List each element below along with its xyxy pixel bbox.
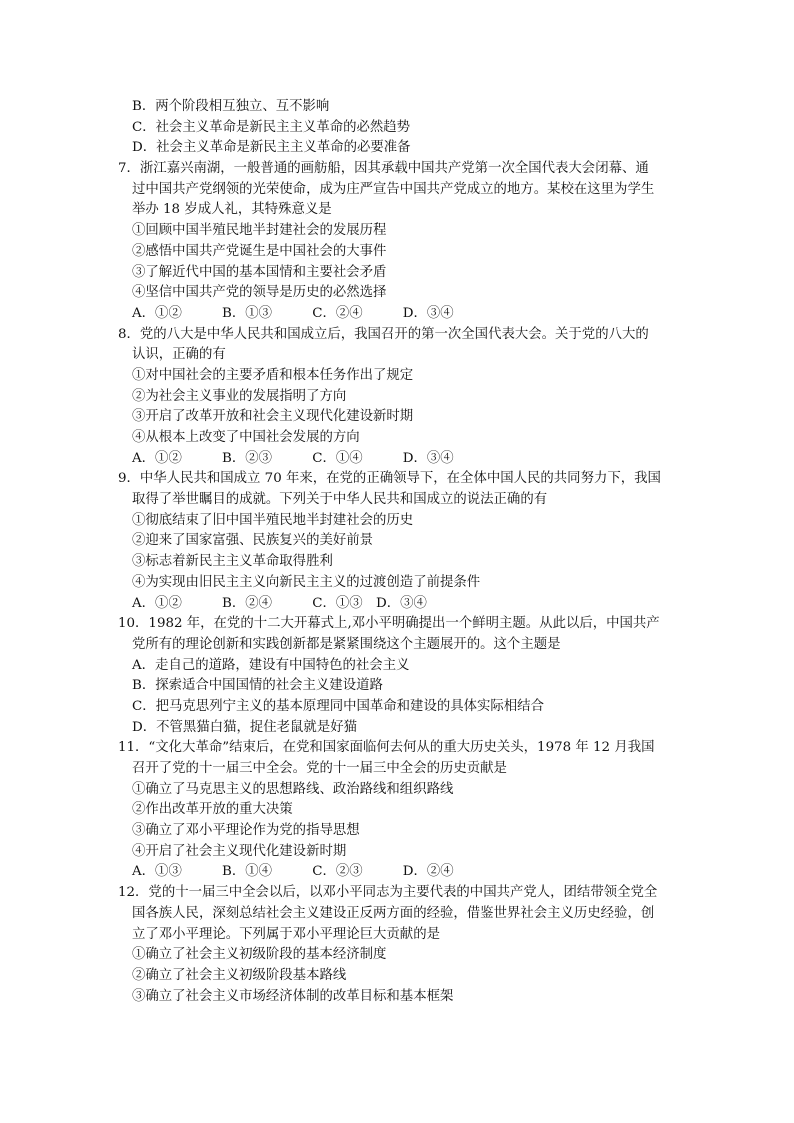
- option-line: C．把马克思列宁主义的基本原理同中国革命和建设的具体实际相结合: [132, 698, 544, 714]
- question-continuation-line: 过中国共产党纲领的光荣使命，成为庄严宣告中国共产党成立的地方。某校在这里为学生: [132, 181, 655, 197]
- question-continuation-line: 召开了党的十一届三中全会。党的十一届三中全会的历史贡献是: [132, 761, 507, 776]
- option-line: ①确立了马克思主义的思想路线、政治路线和组织路线: [132, 781, 454, 797]
- answer-choices-line: A．①② B．②④ C．①③ D．③④: [132, 595, 427, 611]
- question-stem-line: 10．1982 年，在党的十二大开幕式上,邓小平明确提出一个鲜明主题。从此以后，中国共产: [118, 616, 660, 632]
- option-line: A．走自己的道路，建设有中国特色的社会主义: [132, 657, 410, 673]
- option-line: ②确立了社会主义初级阶段基本路线: [132, 967, 347, 983]
- option-line: ④为实现由旧民主主义向新民主主义的过渡创造了前提条件: [132, 574, 481, 590]
- option-line: ①对中国社会的主要矛盾和根本任务作出了规定: [132, 367, 414, 383]
- question-continuation-line: 认识，正确的有: [132, 347, 226, 363]
- option-line: ②作出改革开放的重大决策: [132, 802, 293, 818]
- option-line: ②迎来了国家富强、民族复兴的美好前景: [132, 533, 374, 549]
- question-continuation-line: 党所有的理论创新和实践创新都是紧紧围绕这个主题展开的。这个主题是: [132, 636, 561, 652]
- option-line: ③确立了邓小平理论作为党的指导思想: [132, 823, 360, 839]
- option-line: B．两个阶段相互独立、互不影响: [132, 99, 330, 114]
- question-continuation-line: 立了邓小平理论。下列属于邓小平理论巨大贡献的是: [132, 926, 440, 942]
- question-stem-line: 9．中华人民共和国成立 70 年来，在党的正确领导下，在全体中国人民的共同努力下，我国: [118, 471, 661, 487]
- question-continuation-line: 国各族人民，深刻总结社会主义建设正反两方面的经验，借鉴世界社会主义历史经验，创: [132, 905, 655, 921]
- question-text-column: [118, 97, 678, 1007]
- option-line: ①回顾中国半殖民地半封建社会的发展历程: [132, 223, 387, 239]
- option-line: ③标志着新民主主义革命取得胜利: [132, 554, 333, 570]
- option-line: C．社会主义革命是新民主主义革命的必然趋势: [132, 119, 411, 135]
- option-line: D．社会主义革命是新民主主义革命的必要准备: [132, 140, 411, 156]
- question-continuation-line: 取得了举世瞩目的成就。下列关于中华人民共和国成立的说法正确的有: [132, 492, 548, 508]
- option-line: ①彻底结束了旧中国半殖民地半封建社会的历史: [132, 512, 414, 528]
- option-line: ③确立了社会主义市场经济体制的改革目标和基本框架: [132, 988, 454, 1004]
- option-line: ③开启了改革开放和社会主义现代化建设新时期: [132, 409, 414, 425]
- option-line: ④开启了社会主义现代化建设新时期: [132, 843, 347, 859]
- option-line: ②为社会主义事业的发展指明了方向: [132, 388, 347, 404]
- answer-choices-line: A．①③ B．①④ C．②③ D．②④: [132, 864, 454, 880]
- option-line: ④坚信中国共产党的领导是历史的必然选择: [132, 285, 387, 301]
- option-line: D．不管黑猫白猫，捉住老鼠就是好猫: [132, 719, 357, 735]
- answer-choices-line: A．①② B．②③ C．①④ D．③④: [132, 450, 454, 466]
- question-stem-line: 8．党的八大是中华人民共和国成立后，我国召开的第一次全国代表大会。关于党的八大的: [118, 326, 649, 342]
- question-stem-line: 11．“文化大革命”结束后，在党和国家面临何去何从的重大历史关头，1978 年 12 月我国: [118, 740, 655, 756]
- question-stem-line: 12．党的十一届三中全会以后，以邓小平同志为主要代表的中国共产党人，团结带领全党全: [118, 885, 658, 901]
- option-line: ④从根本上改变了中国社会发展的方向: [132, 430, 360, 445]
- answer-choices-line: A．①② B．①③ C．②④ D．③④: [132, 305, 454, 321]
- option-line: ③了解近代中国的基本国情和主要社会矛盾: [132, 264, 387, 280]
- question-stem-line: 7．浙江嘉兴南湖，一般普通的画舫船，因其承载中国共产党第一次全国代表大会闭幕、通: [118, 161, 649, 177]
- option-line: ①确立了社会主义初级阶段的基本经济制度: [132, 947, 387, 963]
- question-continuation-line: 举办 18 岁成人礼，其特殊意义是: [132, 202, 332, 218]
- option-line: B．探索适合中国国情的社会主义建设道路: [132, 678, 383, 694]
- option-line: ②感悟中国共产党诞生是中国社会的大事件: [132, 243, 387, 259]
